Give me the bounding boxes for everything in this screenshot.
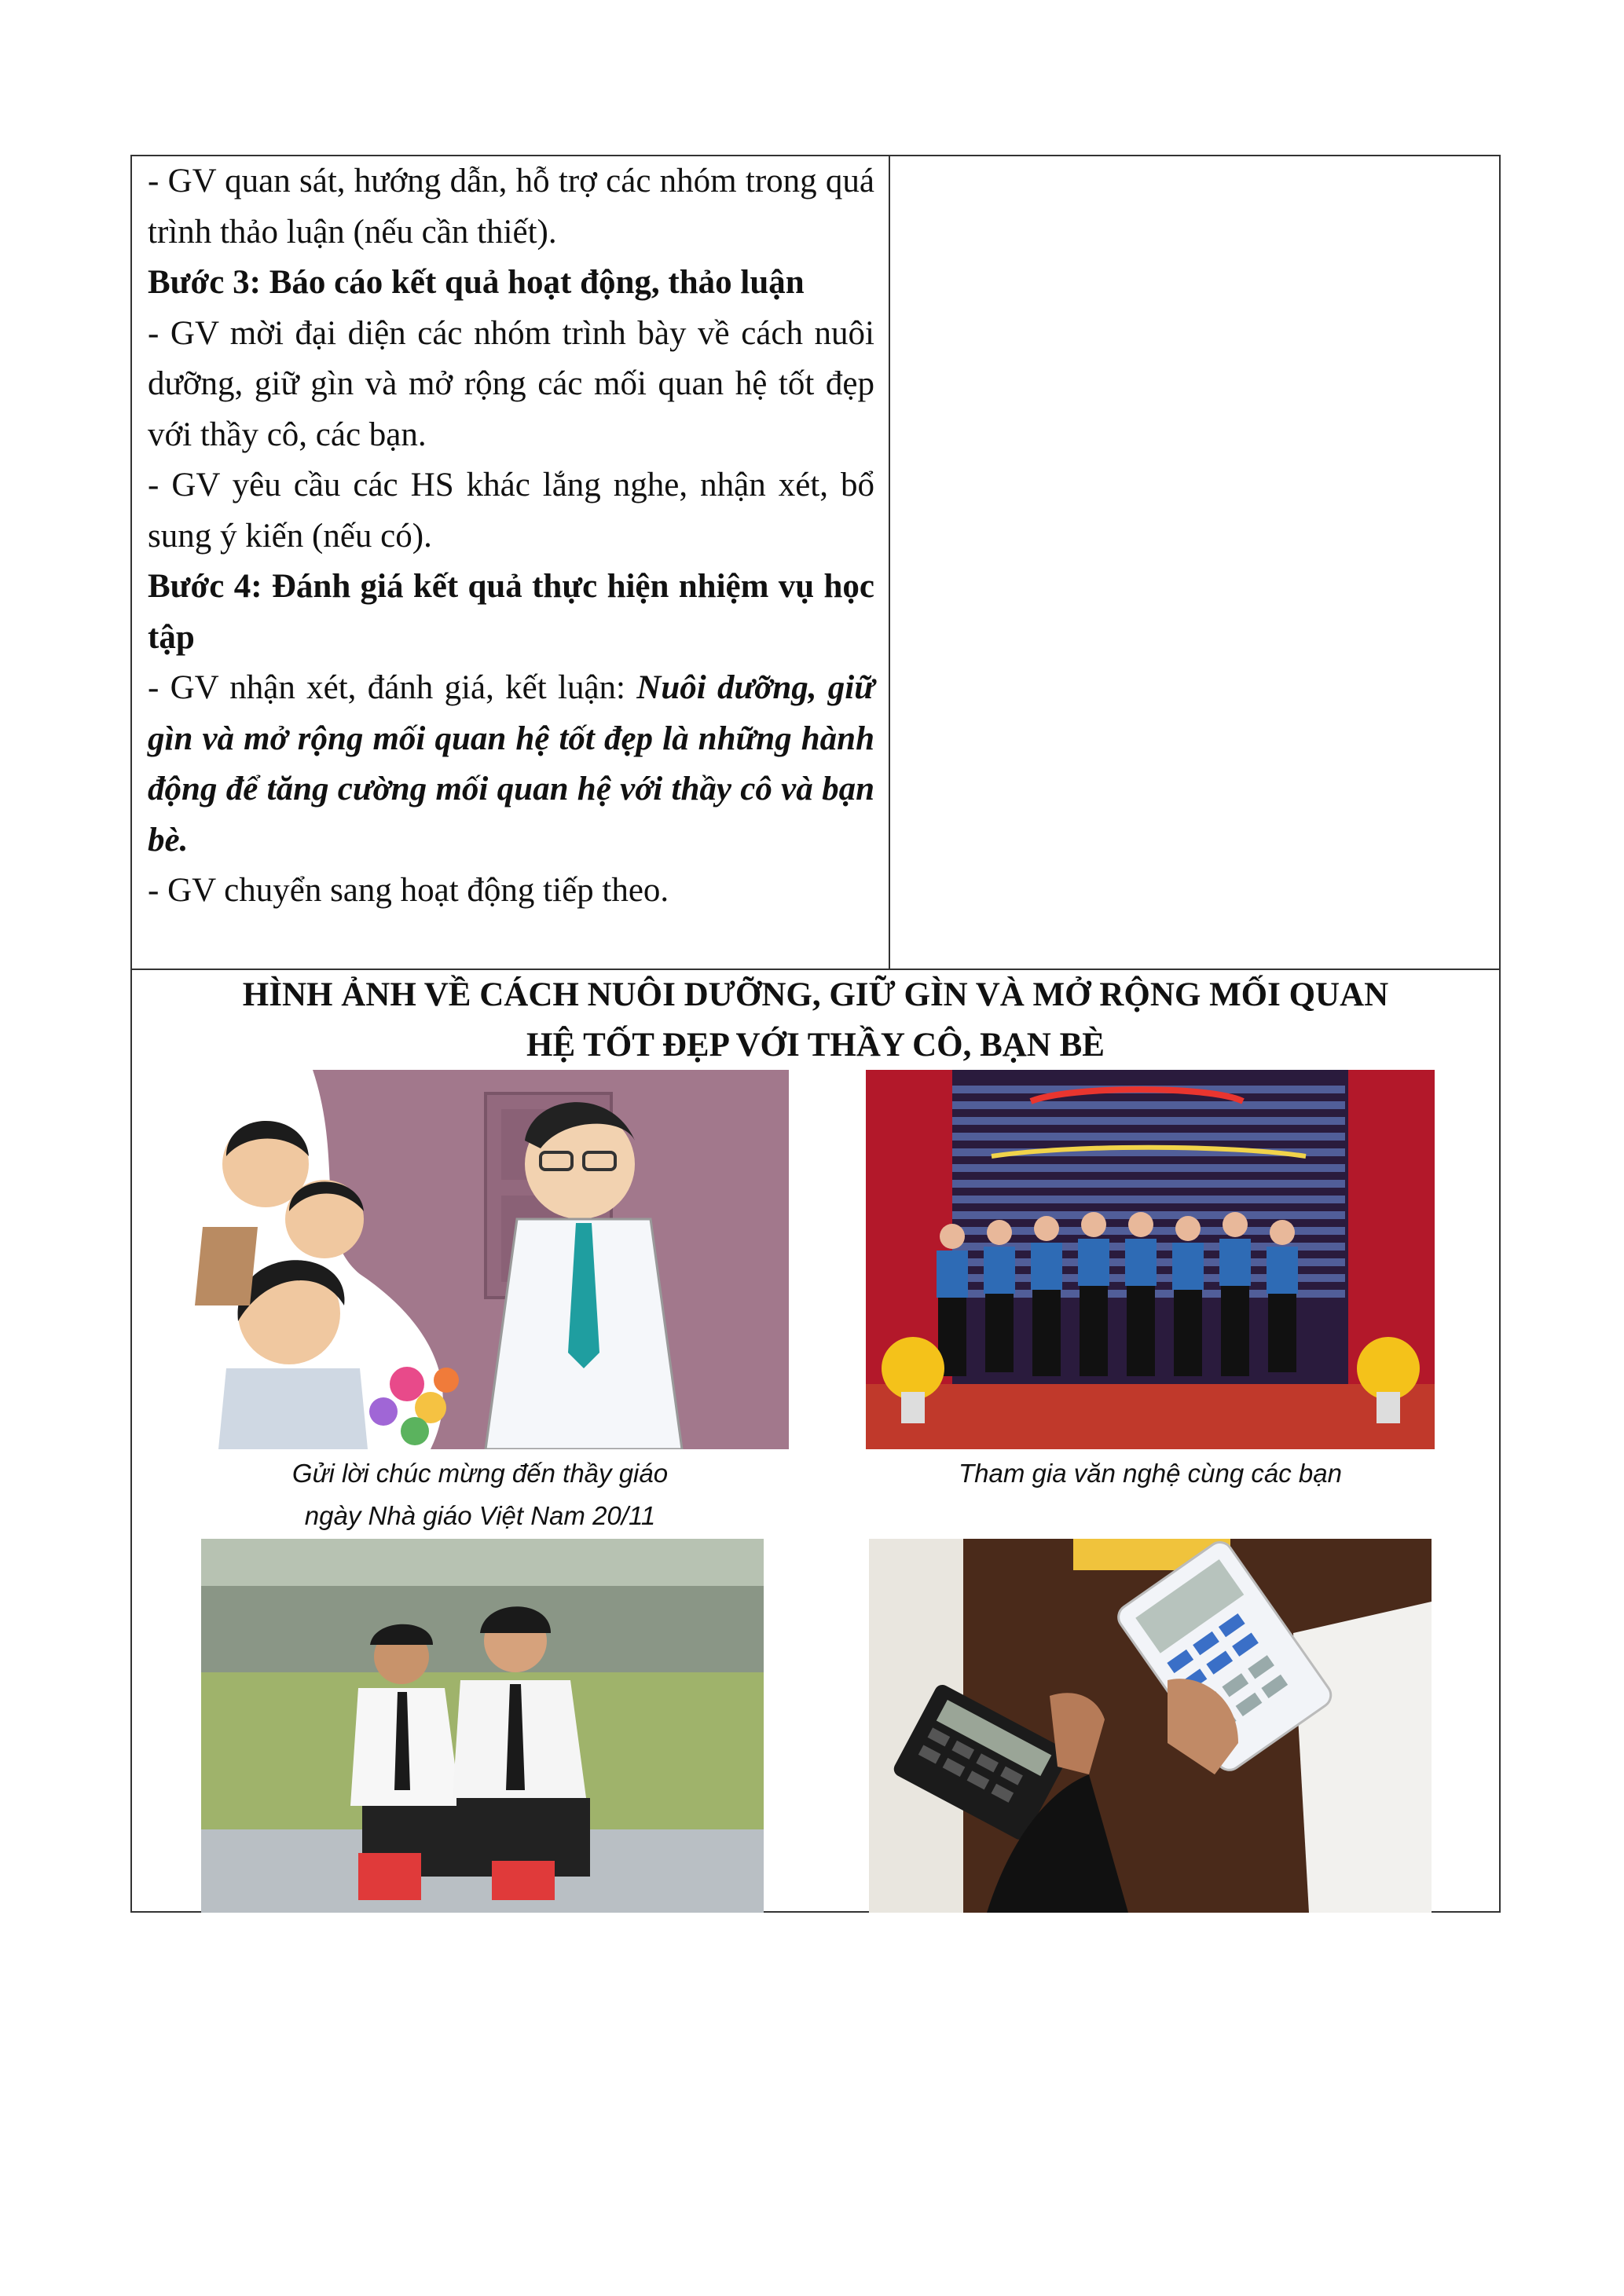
conclusion-emphasis: Nuôi dưỡng, giữ gìn và mở rộng mối quan hệ tốt đẹp là những hành động để tăng cường mối quan hệ với thầy cô và bạn bè.: [148, 669, 874, 859]
gallery-title-line-2: HỆ TỐT ĐẸP VỚI THẦY CÔ, BẠN BÈ: [526, 1027, 1105, 1064]
calculators-study-photo: [869, 1539, 1432, 1913]
teacher-greeting-illustration: [171, 1070, 789, 1449]
conclusion-paragraph: [148, 663, 874, 866]
listen-feedback-line: - GV yêu cầu các HS khác lắng nghe, nhận xét, bổ sung ý kiến (nếu có).: [148, 467, 874, 555]
stage-performance-photo: [866, 1070, 1435, 1449]
gallery-title: [132, 970, 1499, 1071]
step-4-heading: Bước 4: Đánh giá kết quả thực hiện nhiệm vụ học tập: [148, 568, 874, 656]
two-friends-photo: [201, 1539, 764, 1913]
conclusion-prefix: - GV nhận xét, đánh giá, kết luận:: [148, 669, 637, 706]
caption-teacher-greeting-line-1: Gửi lời chúc mừng đến thầy giáo: [291, 1459, 669, 1488]
next-activity-line: - GV chuyển sang hoạt động tiếp theo.: [148, 872, 669, 909]
step-3-heading: Bước 3: Báo cáo kết quả hoạt động, thảo luận: [148, 264, 805, 301]
invite-groups-line: - GV mời đại diện các nhóm trình bày về cách nuôi dưỡng, giữ gìn và mở rộng các mối quan hệ tốt đẹp với thầy cô, các bạn.: [148, 314, 874, 453]
lesson-table: [130, 155, 1501, 1913]
activity-steps-cell: [148, 156, 874, 917]
column-divider: [889, 156, 890, 969]
observe-line: - GV quan sát, hướng dẫn, hỗ trợ các nhóm trong quá trình thảo luận (nếu cần thiết).: [148, 163, 874, 251]
gallery-title-line-1: HÌNH ẢNH VỀ CÁCH NUÔI DƯỠNG, GIỮ GÌN VÀ MỞ RỘNG MỐI QUAN: [242, 976, 1389, 1013]
caption-teacher-greeting-line-2: ngày Nhà giáo Việt Nam 20/11: [304, 1501, 656, 1530]
caption-performance: Tham gia văn nghệ cùng các bạn: [959, 1459, 1342, 1488]
caption-teacher-greeting: [171, 1452, 789, 1537]
